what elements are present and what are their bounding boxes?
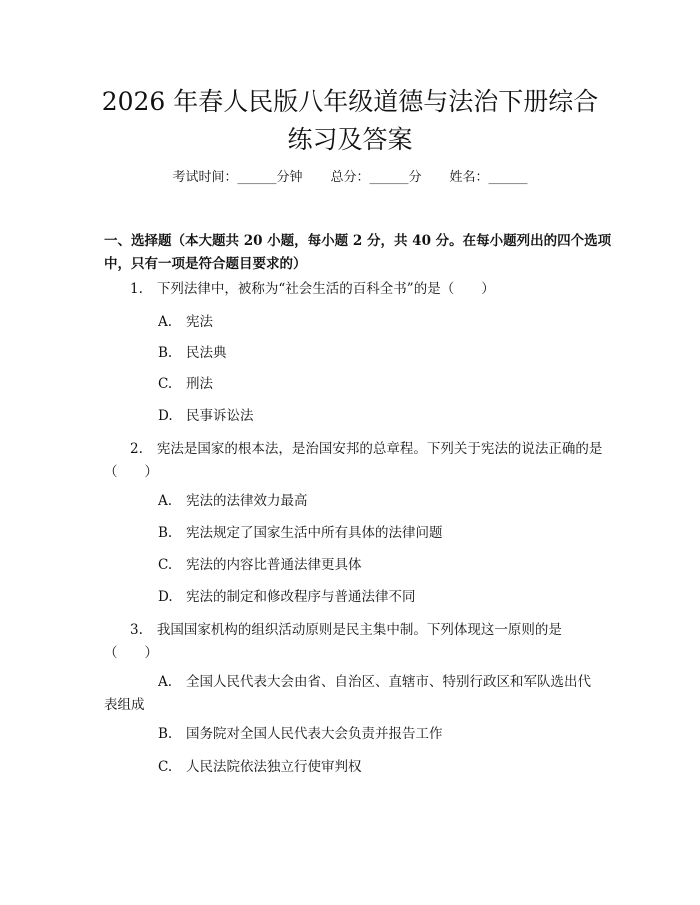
option-letter: B. xyxy=(158,525,173,541)
question-2-option-b xyxy=(104,522,604,545)
question-1-stem xyxy=(104,278,604,301)
option-text: 人民法院依法独立行使审判权 xyxy=(186,759,362,775)
option-letter: C. xyxy=(158,376,173,392)
total-score: 总分：______分 xyxy=(330,170,422,185)
question-2-option-a xyxy=(104,490,604,513)
question-1-option-b xyxy=(104,342,604,365)
option-text: 宪法的法律效力最高 xyxy=(186,493,308,509)
option-text: 宪法规定了国家生活中所有具体的法律问题 xyxy=(186,525,443,541)
exam-meta xyxy=(0,168,700,188)
question-number: 3. xyxy=(130,622,143,638)
option-letter: B. xyxy=(158,726,173,742)
option-letter: D. xyxy=(158,589,173,605)
student-name: 姓名：______ xyxy=(449,170,528,185)
option-letter: C. xyxy=(158,759,173,775)
question-2-option-c xyxy=(104,554,604,577)
question-3-option-b xyxy=(104,723,604,746)
option-text: 国务院对全国人民代表大会负责并报告工作 xyxy=(186,726,443,742)
exam-time: 考试时间：______分钟 xyxy=(172,170,303,185)
question-3-option-a xyxy=(104,671,604,717)
question-3-stem xyxy=(104,619,604,665)
question-1-option-d xyxy=(104,405,604,428)
option-letter: B. xyxy=(158,345,173,361)
question-text: 我国国家机构的组织活动原则是民主集中制。下列体现这一原则的是（ ） xyxy=(104,622,562,661)
question-number: 1. xyxy=(130,281,143,297)
question-text: 宪法是国家的根本法，是治国安邦的总章程。下列关于宪法的说法正确的是（ ） xyxy=(104,441,603,480)
option-text: 全国人民代表大会由省、自治区、直辖市、特别行政区和军队选出代表组成 xyxy=(104,674,591,713)
document-title-line-2: 练习及答案 xyxy=(287,125,413,154)
option-letter: A. xyxy=(158,493,173,509)
option-text: 刑法 xyxy=(186,376,213,392)
question-2-stem xyxy=(104,438,604,484)
question-text: 下列法律中，被称为“社会生活的百科全书”的是（ ） xyxy=(156,281,495,297)
option-text: 宪法的内容比普通法律更具体 xyxy=(186,557,362,573)
document-title-line-1: 2026 年春人民版八年级道德与法治下册综合 xyxy=(101,87,599,116)
option-letter: C. xyxy=(158,557,173,573)
question-3-option-c xyxy=(104,756,604,779)
question-number: 2. xyxy=(130,441,143,457)
question-1-option-a xyxy=(104,311,604,334)
option-letter: A. xyxy=(158,674,173,690)
question-1-option-c xyxy=(104,373,604,396)
option-text: 民事诉讼法 xyxy=(186,408,254,424)
option-letter: D. xyxy=(158,408,173,424)
option-text: 宪法的制定和修改程序与普通法律不同 xyxy=(186,589,416,605)
option-text: 民法典 xyxy=(186,345,227,361)
section-heading: 一、选择题（本大题共 20 小题，每小题 2 分，共 40 分。在每小题列出的四个选项中，只有一项是符合题目要求的） xyxy=(104,233,612,272)
question-2-option-d xyxy=(104,586,604,609)
option-text: 宪法 xyxy=(186,314,213,330)
option-letter: A. xyxy=(158,314,173,330)
